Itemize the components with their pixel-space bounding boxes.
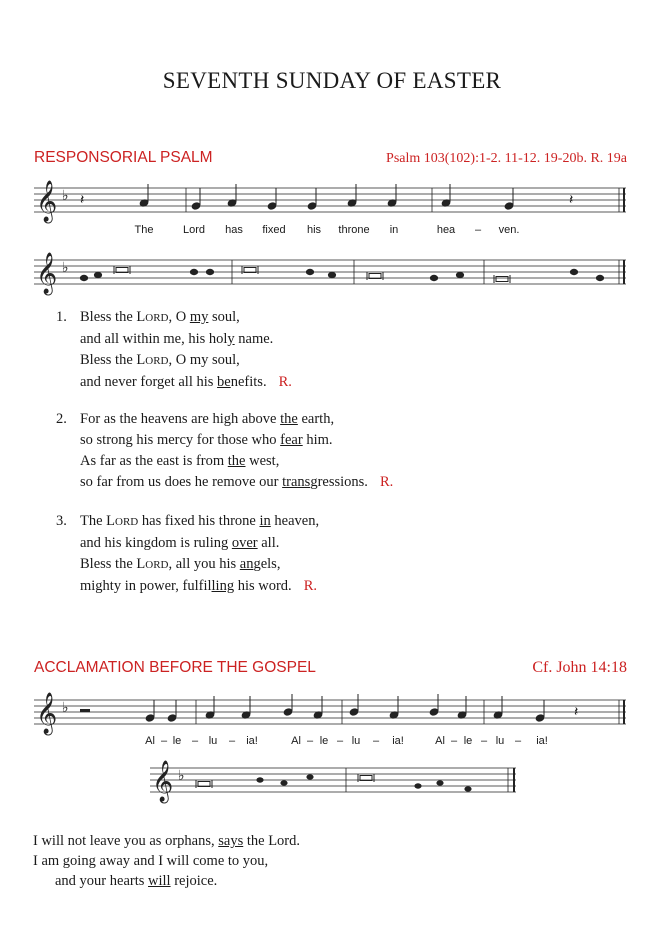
verse-line: so strong his mercy for those who fear him. <box>80 432 333 448</box>
response-lyric: The <box>134 224 154 236</box>
verse-line: and his kingdom is ruling over all. <box>80 535 280 551</box>
alleluia-lyric: – <box>336 735 344 747</box>
gospel-acclamation-verse <box>33 831 300 891</box>
alleluia-lyric: – <box>480 735 488 747</box>
psalm-reference: Psalm 103(102):1-2. 11-12. 19-20b. R. 19a <box>386 151 627 166</box>
verse-line: For as the heavens are high above the earth, <box>80 411 335 427</box>
verse-line: As far as the east is from the west, <box>80 453 280 469</box>
alleluia-lyric: – <box>372 735 380 747</box>
page-title: SEVENTH SUNDAY OF EASTER <box>162 68 502 93</box>
acclamation-heading: ACCLAMATION BEFORE THE GOSPEL <box>34 659 316 676</box>
verse-line: and all within me, his holy name. <box>80 331 274 347</box>
alleluia-lyric: lu <box>495 735 505 747</box>
verse-line: Bless the LORD, O my soul, <box>80 352 240 368</box>
response-lyric: his <box>306 224 322 236</box>
svg-text:𝄞: 𝄞 <box>152 761 174 802</box>
verse-tone-staff <box>150 760 520 800</box>
verse-line: I will not leave you as orphans, says the Lord. <box>33 833 301 849</box>
response-lyric: has <box>225 224 243 236</box>
svg-text:♭: ♭ <box>62 188 69 204</box>
response-lyric: Lord <box>182 224 206 236</box>
alleluia-lyric: le <box>319 735 329 747</box>
psalm-tone-staff <box>34 252 630 292</box>
response-marker: R. <box>278 374 292 390</box>
alleluia-lyric: ia! <box>392 735 404 747</box>
svg-text:♭: ♭ <box>178 768 185 784</box>
verse-number: 3. <box>56 513 67 529</box>
response-staff <box>34 180 630 220</box>
response-lyric: fixed <box>262 224 286 236</box>
verse-line: Bless the LORD, all you his angels, <box>80 556 281 572</box>
alleluia-lyric: Al <box>145 735 155 747</box>
verse-number: 1. <box>56 309 67 325</box>
verse-line: mighty in power, fulfilling his word. R. <box>80 578 317 594</box>
response-lyric: hea <box>436 224 456 236</box>
alleluia-lyric: – <box>160 735 168 747</box>
alleluia-lyric: le <box>463 735 473 747</box>
response-marker: R. <box>379 474 394 490</box>
response-lyric: throne <box>338 224 370 236</box>
alleluia-lyric: Al <box>291 735 301 747</box>
alleluia-lyric: lu <box>208 735 218 747</box>
alleluia-lyric: lu <box>351 735 361 747</box>
response-marker: R. <box>303 578 317 594</box>
svg-text:𝄽: 𝄽 <box>574 704 579 720</box>
verse-line: I am going away and I will come to you, <box>33 853 269 869</box>
alleluia-staff <box>34 692 630 732</box>
svg-text:𝄞: 𝄞 <box>36 693 58 734</box>
alleluia-lyric: le <box>172 735 182 747</box>
svg-text:♭: ♭ <box>62 700 69 716</box>
svg-text:♭: ♭ <box>62 260 69 276</box>
alleluia-lyric: – <box>514 735 522 747</box>
verse-line: Bless the LORD, O my soul, <box>80 309 240 325</box>
acclamation-reference: Cf. John 14:18 <box>532 659 627 676</box>
verse-line: and your hearts will rejoice. <box>55 873 218 889</box>
response-lyric: – <box>474 224 482 236</box>
psalm-heading: RESPONSORIAL PSALM <box>34 149 213 166</box>
alleluia-lyric: ia! <box>246 735 258 747</box>
response-lyric: ven. <box>498 224 520 236</box>
alleluia-lyric: – <box>228 735 236 747</box>
alleluia-lyric: – <box>450 735 458 747</box>
svg-text:𝄞: 𝄞 <box>36 181 58 222</box>
svg-text:𝄽: 𝄽 <box>80 192 85 208</box>
alleluia-lyric: ia! <box>536 735 548 747</box>
alleluia-lyric: – <box>306 735 314 747</box>
verse-number: 2. <box>56 411 67 427</box>
alleluia-lyric: – <box>191 735 199 747</box>
svg-text:𝄞: 𝄞 <box>36 253 58 294</box>
svg-text:𝄽: 𝄽 <box>569 192 574 208</box>
alleluia-lyric: Al <box>435 735 445 747</box>
verse-line: and never forget all his benefits. R. <box>80 374 292 390</box>
verse-line: The LORD has fixed his throne in heaven, <box>80 513 320 529</box>
verse-line: so far from us does he remove our transgressions. R. <box>80 474 394 490</box>
response-lyric: in <box>389 224 399 236</box>
